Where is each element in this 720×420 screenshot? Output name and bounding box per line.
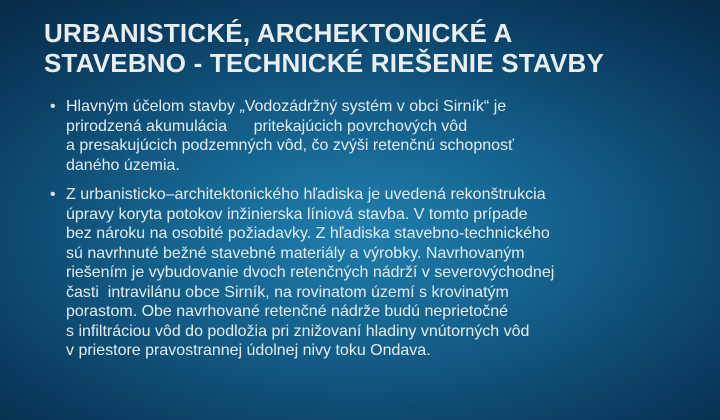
bullet-line: daného územia. xyxy=(66,156,180,174)
bullet-line: a presakujúcich podzemných vôd, čo zvýši retenčnú schopnosť xyxy=(66,137,515,154)
bullet-item xyxy=(50,185,690,361)
bullet-text xyxy=(66,185,554,361)
bullet-dot-icon: • xyxy=(50,98,56,115)
slide-title-line: STAVEBNO - TECHNICKÉ RIEŠENIE STAVBY xyxy=(44,48,604,78)
bullet-line: Z urbanisticko–architektonického hľadiska je uvedená rekonštrukcia xyxy=(66,186,546,203)
bullet-list xyxy=(50,97,690,371)
bullet-line: úpravy koryta potokov inžinierska líniová stavba. V tomto prípade xyxy=(66,205,528,223)
bullet-line: bez nároku na osobité požiadavky. Z hľadiska stavebno-technického xyxy=(66,225,550,242)
slide-title xyxy=(44,18,694,78)
bullet-dot-icon: • xyxy=(50,186,56,203)
bullet-text xyxy=(66,97,514,175)
bullet-line: Hlavným účelom stavby „Vodozádržný systém v obci Sirník“ je xyxy=(66,98,507,115)
bullet-line: riešením je vybudovanie dvoch retenčných nádrží v severovýchodnej xyxy=(66,264,555,281)
bullet-line: prirodzená akumulácia pritekajúcich povrchových vôd xyxy=(66,117,468,135)
bullet-item xyxy=(50,97,690,175)
bullet-line: v priestore pravostrannej údolnej nivy toku Ondava. xyxy=(66,342,431,359)
slide-title-line: URBANISTICKÉ, ARCHEKTONICKÉ A xyxy=(44,18,513,48)
bullet-line: s infiltráciou vôd do podložia pri znižovaní hladiny vnútorných vôd xyxy=(66,322,530,340)
bullet-line: porastom. Obe navrhované retenčné nádrže budú neprietočné xyxy=(66,303,509,320)
bullet-line: časti intravilánu obce Sirník, na rovinatom území s krovinatým xyxy=(66,283,509,301)
bullet-line: sú navrhnuté bežné stavebné materiály a výrobky. Navrhovaným xyxy=(66,244,525,262)
